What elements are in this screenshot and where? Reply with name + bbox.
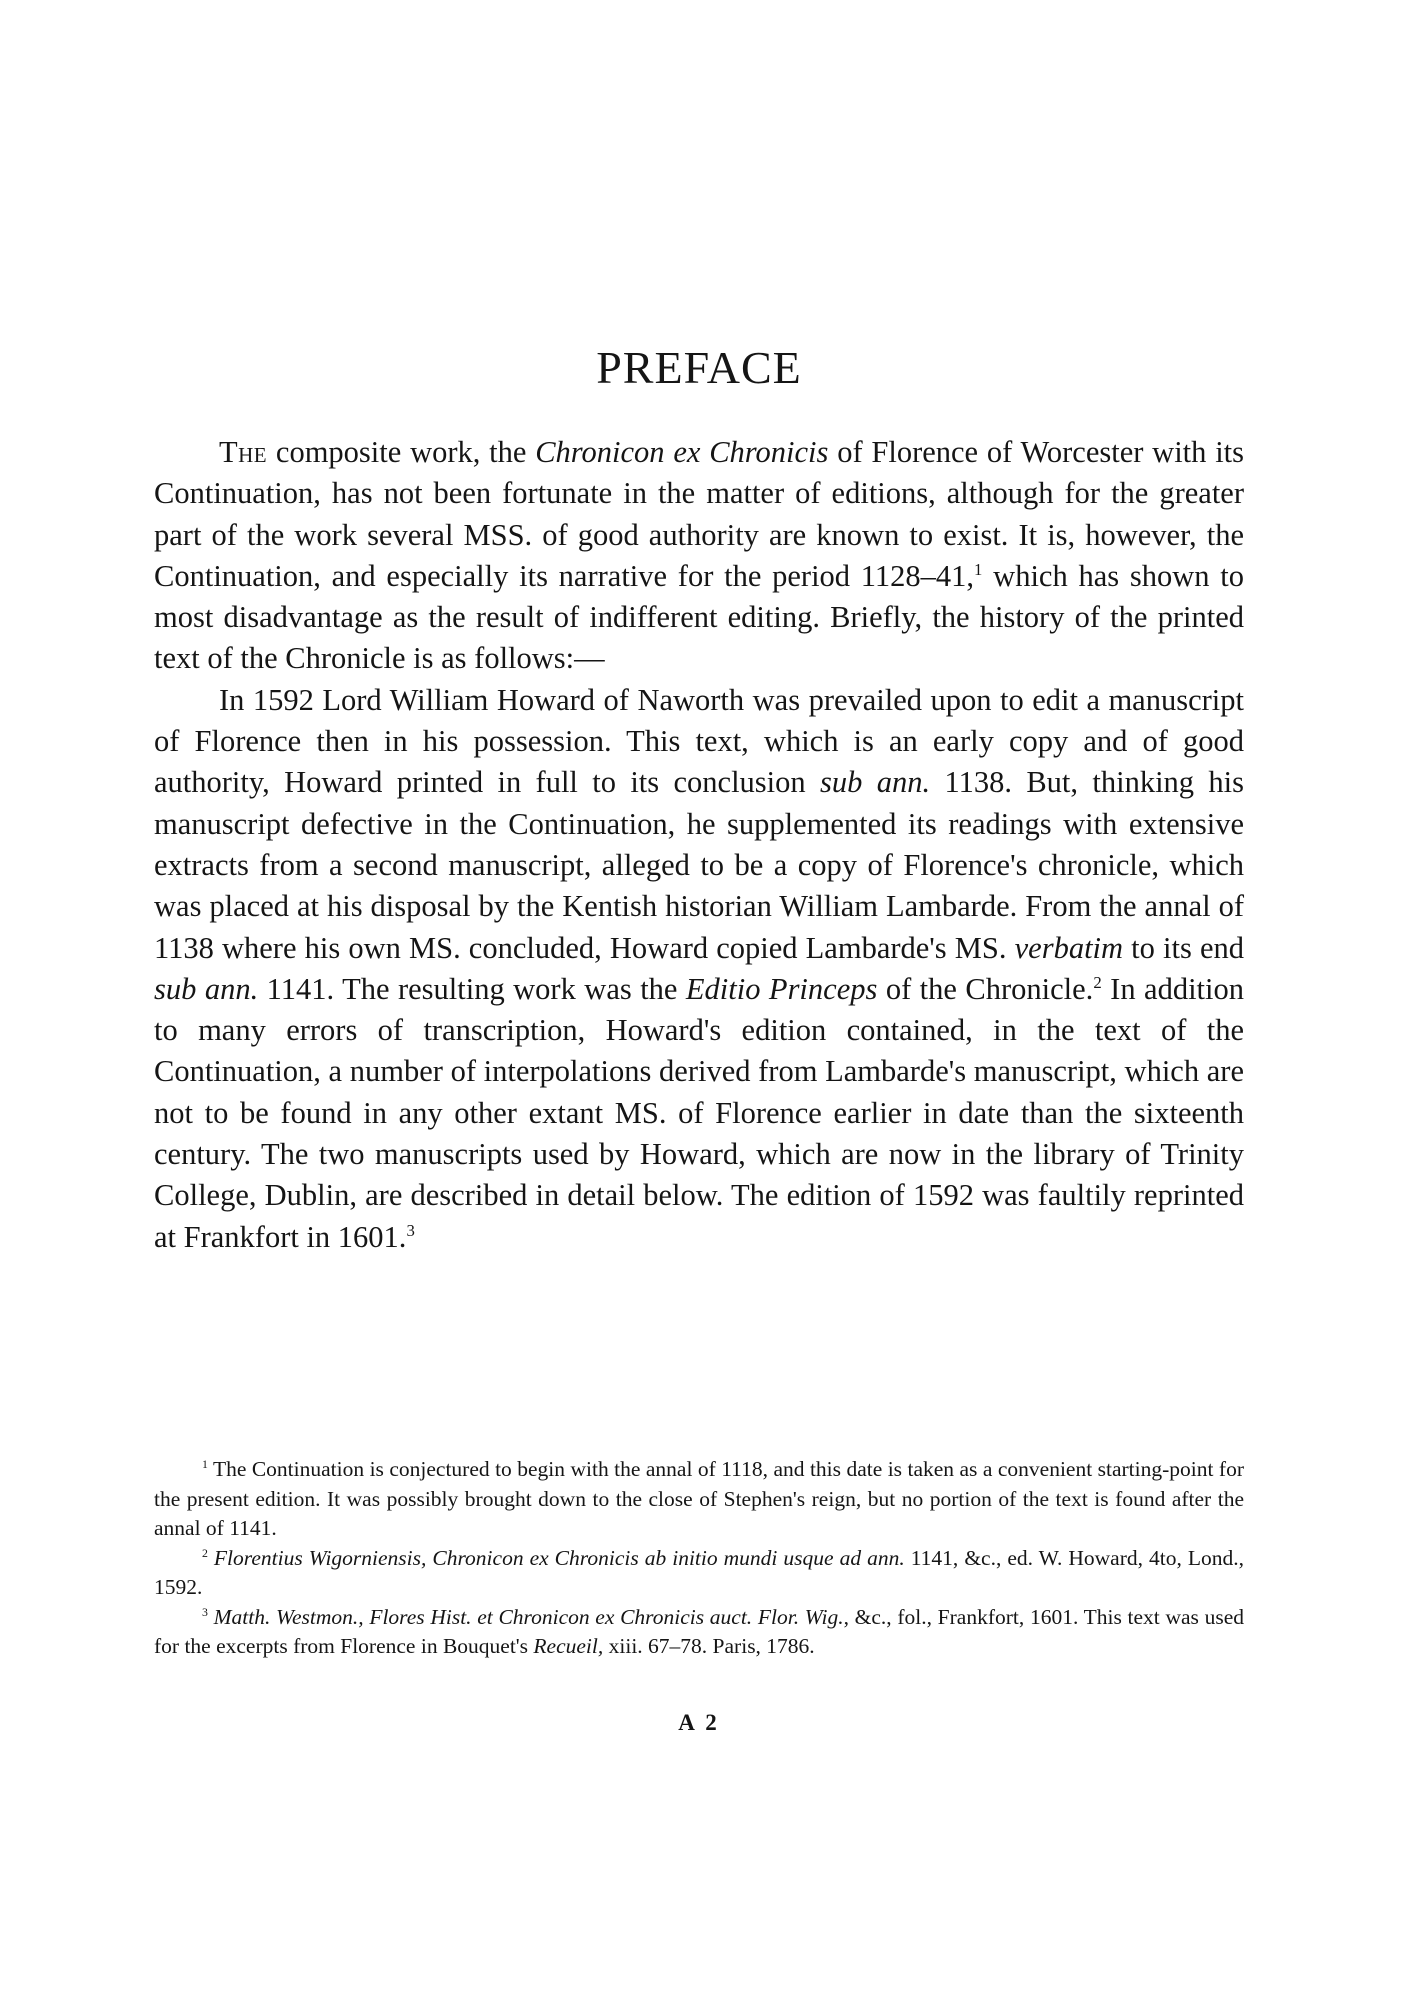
italic-phrase: sub ann. bbox=[154, 971, 259, 1006]
page-title: PREFACE bbox=[596, 342, 802, 393]
footnotes bbox=[154, 1455, 1244, 1662]
footnote: $^3$ Matth. Westmon., Flores Hist. et Chronicon ex Chronicis auct. Flor. Wig., &c., fol., Frankfort, 1601. This text was used for the excerpts from Florence in Bouquet's Recueil, xiii. 67–78. Paris, 1786. bbox=[154, 1604, 1244, 1658]
italic-phrase: sub ann. bbox=[820, 765, 931, 800]
italic-title: Chronicon ex Chronicis bbox=[535, 435, 829, 469]
footnote-ref: 2 bbox=[1093, 972, 1102, 992]
footnote-ref: 3 bbox=[406, 1220, 415, 1240]
lead-word: The bbox=[219, 435, 268, 469]
footnote-marker: 2 bbox=[202, 1545, 208, 1560]
footnote-ref: 1 bbox=[974, 559, 983, 579]
signature-mark: A 2 bbox=[678, 1710, 720, 1735]
footnote-marker: 3 bbox=[202, 1604, 208, 1619]
document-page bbox=[154, 0, 1244, 1999]
preface-body bbox=[154, 432, 1244, 1258]
paragraph: In 1592 Lord William Howard of Naworth was prevailed upon to edit a manuscript of Florence then in his possession. This text, which is an early copy and of good authority, Howard printed in full to its conclusion sub ann. 1138. But, thinking his manuscript defective in the Continuation, he supplemented its readings with extensive extracts from a second manuscript, alleged to be a copy of Florence's chronicle, which was placed at his disposal by the Kentish historian William Lambarde. From the annal of 1138 where his own MS. concluded, Howard copied Lambarde's MS. verbatim to its end sub ann. 1141. The resulting work was the Editio Princeps of the Chronicle.$^2$ In addition to many errors of transcription, Howard's edition contained, in the text of the Continuation, a number of interpolations derived from Lambarde's manuscript, which are not to be found in any other extant MS. of Florence earlier in date than the sixteenth century. The two manuscripts used by Howard, which are now in the library of Trinity College, Dublin, are described in detail below. The edition of 1592 was faultily reprinted at Frankfort in 1601.$^3$ bbox=[154, 682, 1244, 1254]
footnote: $^2$ Florentius Wigorniensis, Chronicon ex Chronicis ab initio mundi usque ad ann. 1141, &c., ed. W. Howard, 4to, Lond., 1592. bbox=[154, 1545, 1244, 1599]
italic-phrase: Editio Princeps bbox=[685, 971, 878, 1006]
italic-phrase: verbatim bbox=[1014, 930, 1124, 965]
paragraph: The composite work, the Chronicon ex Chronicis of Florence of Worcester with its Continuation, has not been fortunate in the matter of editions, although for the greater part of the work several MSS. of good authority are known to exist. It is, however, the Continuation, and especially its narrative for the period 1128–41,$^1$ which has shown to most disadvantage as the result of indifferent editing. Briefly, the history of the printed text of the Chronicle is as follows:— bbox=[154, 435, 1245, 676]
footnote-marker: 1 bbox=[202, 1456, 208, 1471]
footnote: $^1$ The Continuation is conjectured to begin with the annal of 1118, and this date is taken as a convenient starting-point for the present edition. It was possibly brought down to the close of Stephen's reign, but no portion of the text is found after the annal of 1141. bbox=[154, 1456, 1244, 1540]
